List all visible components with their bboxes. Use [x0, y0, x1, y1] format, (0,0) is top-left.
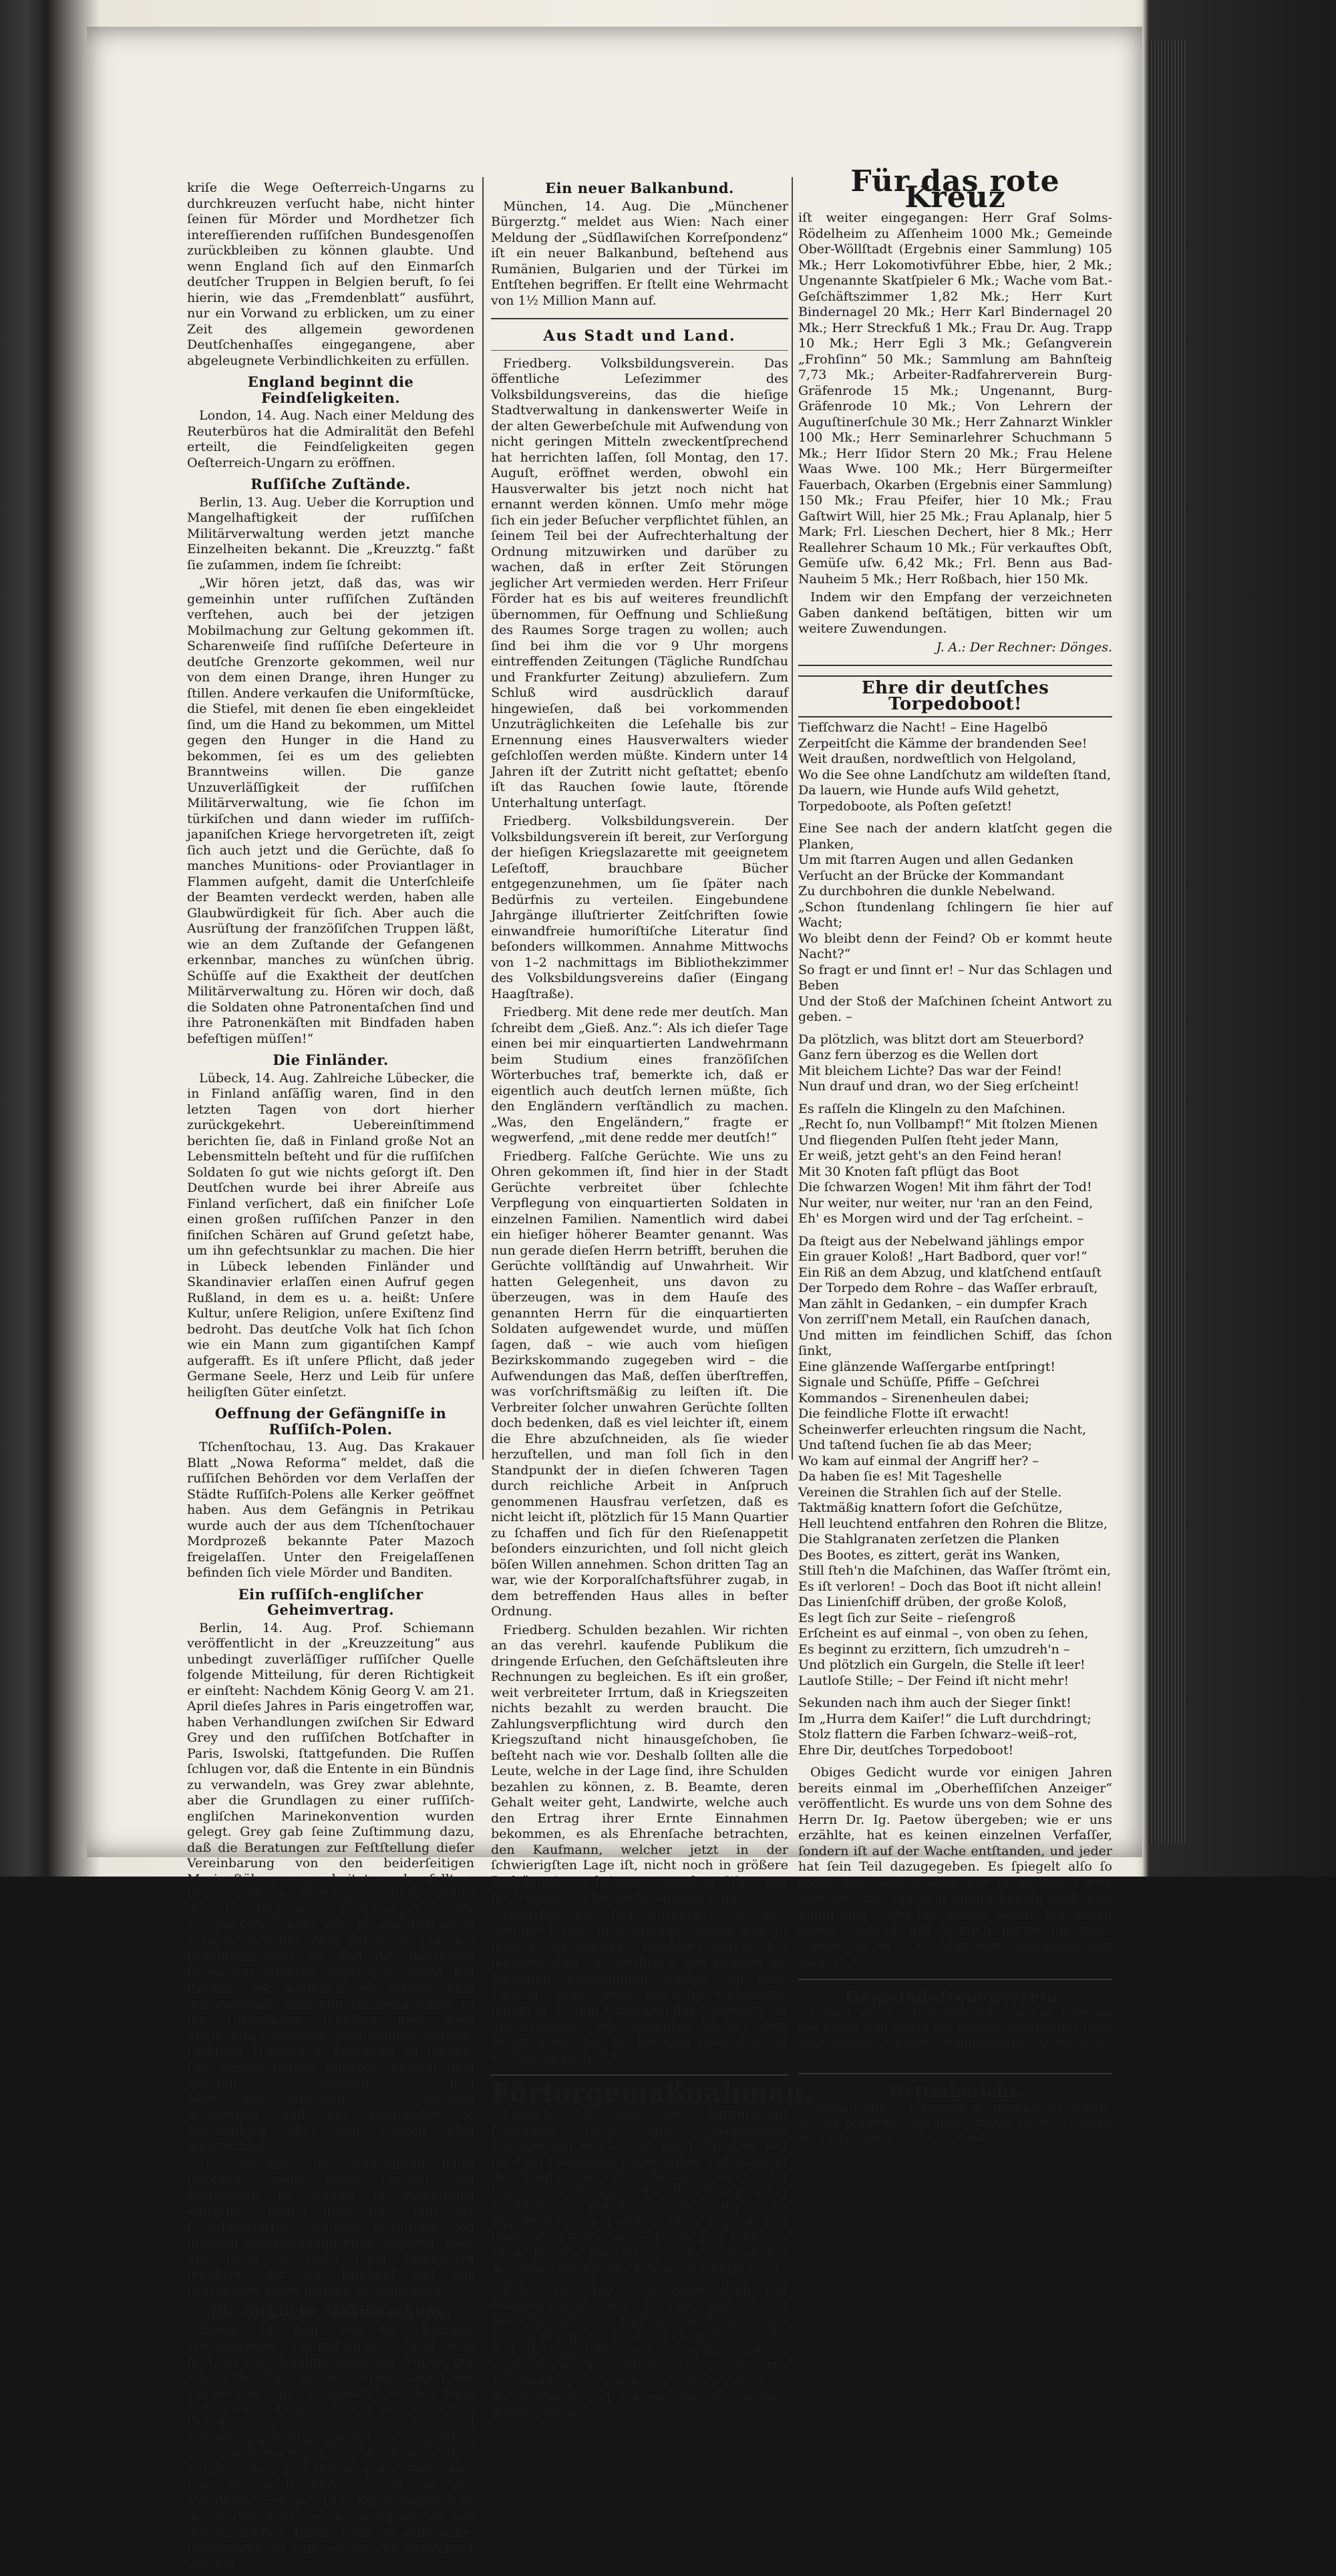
headline-finlanders: Die Finländer. [273, 1052, 389, 1068]
column-rule-right [792, 177, 793, 1460]
divider [491, 2074, 788, 2076]
column-left [187, 180, 474, 2576]
divider [491, 318, 788, 319]
article-turkish: Berlin, 14. Aug. Wie der „Berliner Lokalanzeiger“ von gut unterrichteter Seite hört, iſt die Mobilmachung der Türkei mit einem Reſultat, das alle Erwartungen der Türkei übertraf, durchgeführt worden. Dem Rufe zu den Fahnen ſind in den einzelnen Diſtrikten zwei- bis dreimal ſoviel Geſtellungspflichtige gefolgt, als vorgeſehen war, ſodaß die Ergänzung der Kadres ohne Schwierigkeit von ſtatten gehe. Beſonders trat das ernſt hervor, auch bei der Kavallerie zutage. Die Kriegsbereitſchaft der Türkei wird von der europäiſchen wie der aſiatiſchen Türkei kann als eine ganz, ſtellenweiſe als eine vorzügliche bezeichnet werden. [187, 2321, 474, 2572]
donations-list: iſt weiter eingegangen: Herr Graf Solms-Rödelheim zu Aſſenheim 1000 Mk.; Gemeinde Ober-Wöllſtadt (Ergebnis einer Sammlung) 105 Mk.; Herr Lokomotivführer Ebbe, hier, 2 Mk.; Ungenannte Skatſpieler 6 Mk.; Wache vom Bat.-Geſchäftszimmer 1,82 Mk.; Herr Kurt Bindernagel 20 Mk.; Herr Karl Bindernagel 20 Mk.; Herr Streckfuß 1 Mk.; Frau Dr. Aug. Trapp 10 Mk.; Herr Egli 3 Mk.; Geſangverein „Frohſinn“ 50 Mk.; Sammlung am Bahnſteig 7,73 Mk.; Arbeiter-Radfahrerverein Burg-Gräfenrode 15 Mk.; Ungenannt, Burg-Gräfenrode 10 Mk.; Von Lehrern der Auguſtinerſchule 30 Mk.; Herr Zahnarzt Winkler 100 Mk.; Herr Seminarlehrer Schuchmann 5 Mk.; Herr Iſidor Stern 20 Mk.; Frau Helene Waas Wwe. 100 Mk.; Herr Bürgermeiſter Fauerbach, Okarben (Ergebnis einer Sammlung) 150 Mk.; Frau Pfeifer, hier 10 Mk.; Frau Gaſtwirt Will, hier 25 Mk.; Frau Aplanalp, hier 5 Mark; Frl. Lieschen Dechert, hier 8 Mk.; Herr Reallehrer Schaum 10 Mk.; Für verkauftes Obſt, Gemüſe uſw. 6,42 Mk.; Frl. Benn aus Bad-Nauheim 5 Mk.; Herr Roßbach, hier 150 Mk. [798, 210, 1112, 587]
divider [491, 350, 788, 351]
headline-turkish-mobilization: Die türkiſche Mobilmachung. [210, 2303, 452, 2319]
poem-stanza: Da ſteigt aus der Nebelwand jählings empor Ein grauer Koloß! „Hart Badbord, quer vor!“ Ein Riß an dem Abzug, und klatſchend entſauſt Der Torpedo dem Rohre – das Waſſer erbrauſt, Man zählt in Gedanken, – ein dumpfer Krach Von zerriſſ'nem Metall, ein Rauſchen danach, Und mitten im feindlichen Schiff, das ſchon ſinkt, Eine glänzende Waſſergarbe entſpringt! Signale und Schüſſe, Pfiffe – Geſchrei Kommandos – Sirenenheulen dabei; Die feindliche Flotte iſt erwacht! Scheinwerfer erleuchten ringsum die Nacht, Und taſtend ſuchen ſie ab das Meer; Wo kam auf einmal der Angriff her? – Da haben ſie es! Mit Tageshelle Vereinen die Strahlen ſich auf der Stelle. Taktmäßig knattern ſofort die Geſchütze, Hell leuchtend entfahren den Rohren die Blitze, Die Stahlgranaten zerſetzen die Planken Des Bootes, es zittert, gerät ins Wanken, Still ſteh'n die Maſchinen, das Waſſer ſtrömt ein, Es iſt verloren! – Doch das Boot iſt nicht allein! Das Linienſchiff drüben, der große Koloß, Es legt ſich zur Seite – rieſengroß Erſcheint es auf einmal –, von oben zu ſehen, Es beginnt zu erzittern, ſich umzudreh'n – Und plötzlich ein Gurgeln, die Stelle iſt leer! Lautloſe Stille; – Der Feind iſt nicht mehr! [798, 1233, 1112, 1688]
donations-thanks: Indem wir den Empfang der verzeichneten Gaben dankend beſtätigen, bitten wir um weitere Zuwendungen. [798, 590, 1112, 636]
headline-prisons: Oeffnung der Gefängniſſe in Ruſſiſch-Polen. [214, 1405, 447, 1438]
poem-stanza: Sekunden nach ihm auch der Sieger ſinkt! Im „Hurra dem Kaiſer!“ die Luft durchdringt; Stolz flattern die Farben ſchwarz–weiß–rot, Ehre Dir, deutſches Torpedoboot! [798, 1696, 1092, 1758]
article-library-1: Friedberg. Volksbildungsverein. Das öffentliche Leſezimmer des Volksbildungsvereins, das die hieſige Stadtverwaltung in dankenswerter Weiſe in der alten Gewerbeſchule mit Aufwendung von nicht geringen Mitteln zweckentſprechend hat herrichten laſſen, ſoll Montag, den 17. Auguſt, eröffnet werden, obwohl ein Hausverwalter bis jetzt noch nicht hat ernannt werden können. Umſo mehr möge ſich ein jeder Beſucher verpflichtet fühlen, an ſeinem Teil bei der Aufrechterhaltung der Ordnung mitzuwirken und darüber zu wachen, daß in erſter Zeit Störungen jeglicher Art vermieden werden. Herr Friſeur Förder hat es bis auf weiteres freundlichſt übernommen, für Oeffnung und Schließung des Raumes Sorge tragen zu wollen; auch ſind bei ihm die vor 9 Uhr morgens eintreffenden Zeitungen (Tägliche Rundſchau und Frankfurter Zeitung) abzuliefern. Zum Schluß wird ausdrücklich darauf hingewieſen, daß bei vorkommenden Unzuträglichkeiten die Leſehalle bis zur Ernennung eines Hausverwalters wieder geſchloſſen werden müßte. Kindern unter 14 Jahren iſt der Zutritt nicht geſtattet; ebenſo iſt das Rauchen ſowie laute, ſtörende Unterhaltung unterſagt. [491, 355, 788, 810]
headline-city-country: Aus Stadt und Land. [543, 327, 736, 345]
article-koeln: Köln, 14. Aug. Die Angeſtellten der ſozialdemokratiſchen Vereine und freien Gewerkſchaften hielten geſtern eine Verſammlung ab, in der beſchloſſen wurde, daß alle Angeſtellten ½ bezw. ⅓ ihres Gehalts zugunſten der Kriegsfürſorge verwenden. Die Angeſtellten mit mittlerem Gehalt zahlen ¼, die mittleren und höheren Beamten dieſem Beiſpiel folgen. [491, 2281, 788, 2422]
article-rumors: Friedberg. Falſche Gerüchte. Wie uns zu Ohren gekommen iſt, ſind hier in der Stadt Gerüchte verbreitet über ſchlechte Verpflegung von einquartierten Soldaten in einzelnen Familien. Namentlich wird dabei ein hieſiger höherer Beamter genannt. Was nun gerade dieſen Herrn betrifft, beruhen die Gerüchte vollſtändig auf Unwahrheit. Wir hatten Gelegenheit, uns davon zu überzeugen, was in dem Hauſe des genannten Herrn für die einquartierten Soldaten aufgewendet wurde, und müſſen ſagen, daß – wie auch vom hieſigen Bezirkskommando zugegeben wird – die Aufwendungen das Maß, deſſen überſtreffen, was vorſchriftsmäßig zu leiſten iſt. Die Verbreiter ſolcher unwahren Gerüchte ſollten doch bedenken, daß es viel leichter iſt, einem die Ehre abzuſchneiden, als ſie wieder herzuſtellen, und man ſoll ſich in den Standpunkt der in dieſen ſchweren Tagen durch reichliche Arbeit in Anſpruch genommenen Hausfrau verſetzen, daß es nicht leicht iſt, plötzlich für 15 Mann Quartier zu ſchaffen und ſich für den Rieſenappetit beſonders einzurichten, und ſoll nicht gleich böſen Willen annehmen. Schon dritten Tag an war, wie der Korporalſchaftsführer zugab, in dem betreffenden Haus alles in beſter Ordnung. [491, 1148, 788, 1619]
poem-note: Obiges Gedicht wurde vor einigen Jahren bereits einmal im „Oberheſſiſchen Anzeiger“ veröffentlicht. Es wurde uns von dem Sohne des Herrn Dr. Ig. Paetow übergeben; wie er uns erzählte, hat es keinen einzelnen Verfaſſer, ſondern iſt auf der Wache entſtanden, und jeder hat ſein Teil dazugegeben. Es ſpiegelt alſo ſo recht den Geiſt wieder, der in unſerer Flotte herrſcht, und von dem unſere Feinde auch jetzt ſchon eine Probe bekommen haben. Wir geben dieſes Gedicht auf Wunſch gerne nochmals wieder, da es ſ. Zt. Manchem entgangen ſein mag. D. R. [798, 1765, 1112, 1968]
newspaper-page [87, 27, 1142, 2572]
headline-weather: Wetterbericht. [887, 2082, 1023, 2101]
article-intro: kriſe die Wege Oeſterreich-Ungarns zu durchkreuzen verſucht habe, nicht hinter ſeinen für Mörder und Mordhetzer ſich intereſſierenden ruſſiſchen Bundesgenoſſen zurückbleiben zu können glaubte. Und wenn England ſich auf den Einmarſch deutſcher Truppen in Belgien beruft, ſo ſei hierin, wie das „Fremdenblatt“ ausführt, nur ein Vorwand zu erblicken, um zu einer Zeit des allgemein gewordenen Deutſchenhaſſes eingegangene, aber abgeleugnete Verbindlichkeiten zu erfüllen. [187, 180, 474, 368]
poem-torpedoboat [798, 720, 1112, 1758]
article-womens-association: Unſere Vereinsarbeit geht ruhig weiter, während des Kriegs zum beſten der Ausmarſchierten und ihrer Angehörigen. Nächſte Zuſammenkunft Dienstag, 18. Auguſt. [798, 2007, 1112, 2063]
article-weather: Vorausſichtliche Witterung für Sonntag 16. Auguſt: Wolkig zeitweiſe Regenfälle, mäßig warm, zunächſt nördliche, ſpäter weſtliche Winde. [798, 2102, 1112, 2144]
poem-stanza: Eine See nach der andern klatſcht gegen die Planken, Um mit ſtarren Augen und allen Gedanken Verſucht an der Brücke der Kommandant Zu durchbohren die dunkle Nebelwand. „Schon ſtundenlang ſchlingern ſie hier auf Wacht; Wo bleibt denn der Feind? Ob er kommt heute Nacht?“ So fragt er und ſinnt er! – Nur das Schlagen und Beben Und der Stoß der Maſchinen ſcheint Antwort zu geben. – [798, 821, 1112, 1024]
article-balkan: München, 14. Aug. Die „Münchener Bürgerztg.“ meldet aus Wien: Nach einer Meldung der „Südſlawiſchen Korreſpondenz“ iſt ein neuer Balkanbund, beſtehend aus Rumänien, Bulgarien und der Türkei im Entſtehen begriffen. Er ſtellt eine Wehrmacht von 1½ Million Mann auf. [491, 198, 788, 308]
article-treaty-1: Berlin, 14. Aug. Prof. Schiemann veröffentlicht in der „Kreuzzeitung“ aus unbedingt zuverläſſiger ruſſiſcher Quelle folgende Mitteilung, für deren Richtigkeit er einſteht: Nachdem König Georg V. am 21. April dieſes Jahres in Paris eingetroffen war, haben Verhandlungen zwiſchen Sir Edward Grey und den ruſſiſchen Botſchafter in Paris, Iswolski, ſtattgefunden. Die Ruſſen ſchlugen vor, daß die Entente in ein Bündnis zu verwandeln, was Grey zwar ablehnte, aber die Grundlagen zu einer ruſſiſch-engliſchen Marinekonvention wurden gelegt. Grey gab ſeine Zuſtimmung dazu, daß die Beratungen zur Feſtſtellung dieſer Vereinbarung von den beiderſeitigen Marineſtäben ausgearbeitet werden ſollten. Der ruſſiſche Marinegeneralſtab ſtellte darauf folgende Forderungen: Als Kompenſation dafür, daß für den Fall eines Krieges zwiſchen dem Dreibund und den Ententemächten ein Teil der deutſchen Flotte auf Rußland abgezogen werde, ſoll England vor Ausbruch des Krieges eine ausreichende Zahl von Handelsſchiffen in die Oſtſeehäfen ſchicken und dieſe engliſchen Fahrzeuge dazu benutzt werden, ruſſiſche Truppen in Pommern zu landen. Die Verhandlungen darüber wurden dem zweiten Sekretär und Marinebevollmächtigten Wolkow übertragen und der Botſchafter v. Benkendorff über den ganzen Plan unterrichtet. [187, 1620, 474, 2153]
article-german: Friedberg. Mit dene rede mer deutſch. Man ſchreibt dem „Gieß. Anz.“: Als ich dieſer Tage einen bei mir einquartierten Landwehrmann beim Studium eines franzöſiſchen Wörterbuches traf, bemerkte ich, daß er eigentlich auch deutſch lernen müßte, ſich den Engländern verſtändlich zu machen. „Was, den Engeländern,“ fragte er wegwerfend, „mit dene redde mer deutſch!“ [491, 1005, 788, 1145]
headline-torpedo: Ehre dir deutſches Torpedoboot! [798, 675, 1112, 717]
headline-secret-treaty: Ein ruſſiſch-engliſcher Geheimvertrag. [238, 1585, 424, 1618]
article-england: London, 14. Aug. Nach einer Meldung des Reuterbüros hat die Admiralität den Befehl erteilt, die Feindſeligkeiten gegen Oeſterreich-Ungarn zu eröffnen. [187, 408, 474, 470]
headline-england: England beginnt die Feindſeligkeiten. [247, 373, 414, 406]
headline-womens-association: Gemeindefrauenverein. [846, 1987, 1065, 2007]
column-right [798, 164, 1112, 2147]
headline-balkan: Ein neuer Balkanbund. [545, 180, 734, 196]
headline-red-cross: Für das rote Kreuz [850, 164, 1060, 214]
signature-treasurer: J. A.: Der Rechner: Dönges. [936, 639, 1112, 655]
divider [798, 665, 1112, 666]
article-library-2: Friedberg. Volksbildungsverein. Der Volksbildungsverein iſt bereit, zur Verſorgung der hieſigen Kriegslazarette mit geeignetem Leſeſtoff, brauchbare Bücher entgegenzunehmen, um ſie ſpäter nach Bedürfnis zu verteilen. Eingebundene Jahrgänge illuſtrierter Zeitſchriften ſowie einwandfreie humoriſtiſche Literatur ſind beſonders willkommen. Annahme Mittwochs von 1–2 nachmittags im Bibliothekzimmer des Volksbildungsvereins daſier (Eingang Haagſtraße). [491, 814, 788, 1001]
article-luebeck: Lübeck, 14. Aug. Die Bürgerſchaft bewilligte nach einer erhebenden Kundgebung einſtimmig allen Familien der ins Feld rückenden Angeſtellten und Arbeiter des Staates die vollen Bezüge während der Dauer des Krieges, die Errichtung einer ſtaatlichen Beleihungskaſſe für die Hypotheken mit 5 Million Mark Kapital, und ſtellte dem Senat einen Fonds von 1 Million Mark für die Beſtreitung außerordentlicher Ausgaben infolge des Krieges zur Verfügung. [491, 2106, 788, 2277]
poem-stanza: Tiefſchwarz die Nacht! – Eine Hagelbö Zerpeitſcht die Kämme der brandenden See! Weit draußen, nordweſtlich von Helgoland, Wo die See ohne Landſchutz am wildeſten ſtand, Da lauern, wie Hunde aufs Wild gehetzt, Torpedoboote, als Poſten geſetzt! [798, 720, 1111, 814]
article-debts: Friedberg. Schulden bezahlen. Wir richten an das verehrl. kaufende Publikum die dringende Erſuchen, den Geſchäftsleuten ihre Rechnungen zu begleichen. Es iſt ein großer, weit verbreiteter Irrtum, daß in Kriegszeiten nichts bezahlt zu werden braucht. Die Zahlungsverpflichtung wird durch den Kriegszuſtand nicht hinausgeſchoben, ſie beſteht nach wie vor. Deshalb ſollten alle die Leute, welche in der Lage ſind, ihre Schulden bezahlen zu können, z. B. Beamte, deren Gehalt weiter geht, Landwirte, welche auch den Ertrag ihrer Ernte Einnahmen bekommen, es als Ehrenſache betrachten, den Kaufmann, welcher jetzt in der ſchwierigſten Lage iſt, nicht noch in größere Bedrängnis zu bringen, zumal er Ware nur noch gegen vorherige Bezahlung erhält. [491, 1622, 788, 1904]
divider [798, 2073, 1112, 2074]
column-middle [491, 180, 814, 2425]
article-prisons: Tſchenſtochau, 13. Aug. Das Krakauer Blatt „Nowa Reforma“ meldet, daß die ruſſiſchen Behörden vor dem Verlaſſen der Städte Ruſſiſch-Polens alle Kerker geöffnet haben. Aus dem Gefängnis in Petrikau wurde auch der aus dem Tſchenſtochauer Mordprozeß bekannte Pater Mazoch freigelaſſen. Unter den Freigelaſſenen befinden ſich viele Mörder und Banditen. [187, 1440, 474, 1580]
article-rosbach: Ober-Rosbach. Der Rosbacher Brunnen, welcher bisher in engliſchem Beſitz war, iſt ſeitens des früheren Direktors bereits ſeit längerer Zeit vor Ausbruch des Krieges als Pachtung übernommen worden. Der neue Pächter zeigt ſeine deutſche Geſinnung, indem er 10 000 Füllungen des beſonders für die Kriegszeit ſehr beliebten Waſſers dem Roten Kreuz für die hieſigen Lazarette zur Verfügung geſtellt hat. [491, 1907, 788, 2064]
headline-welfare: Fürſorgemaßnahmen. [491, 2077, 814, 2108]
article-treaty-2: Der Abſchluß der Konvention ſollte erfolgen, wenn Prinz Ludwig von Battenberg im Auguſt in Petersburg eintreffe. „Leider habe ich,“ ſagt der Berichterſtatter, „weitere Auskünfte von meinem Gewährsmann nicht erhalten, aber der Prinz iſt nicht nach Petersburg gefahren, der von Rußland und uns provozierte Krieg machte es unmöglich.“ [187, 2156, 474, 2297]
column-rule-left [482, 177, 484, 1460]
article-russian-2: „Wir hören jetzt, daß das, was wir gemeinhin unter ruſſiſchen Zuſtänden verſtehen, auch bei der jetzigen Mobilmachung zur Geltung gekommen iſt. Scharenweiſe ſind ruſſiſche Deſerteure in deutſche Grenzorte gekommen, weil nur von dem einen Drange, ihren Hunger zu ſtillen. Andere verkaufen die Uniformſtücke, die Stiefel, mit denen ſie eben eingekleidet ſind, um die Hand zu bekommen, um Mittel gegen den Hunger in die Hand zu bekommen, ſei es um des geliebten Branntweins willen. Die ganze Unzuverläſſigkeit der ruſſiſchen Militärverwaltung, wie ſie ſchon im türkiſchen und dann wieder im ruſſiſch-japaniſchen Kriege hervorgetreten iſt, zeigt ſich auch jetzt und die Gerüchte, daß ſo manches Munitions- oder Proviantlager in Flammen aufgeht, damit die Unterſchleife der Beamten verdeckt werden, haben alle Glaubwürdigkeit für ſich. Aber auch die Ausrüſtung der franzöſiſchen Truppen läßt, wie an dem Zuſtande der Gefangenen erkennbar, manches zu wünſchen übrig. Schüſſe auf die Exaktheit der deutſchen Militärverwaltung zu. Hören wir doch, daß die Soldaten ohne Patronentaſchen ſind und ihre Patronenkäſten mit Bindfaden haben befeſtigen müſſen!“ [187, 576, 474, 1046]
poem-stanza: Da plötzlich, was blitzt dort am Steuerbord? Ganz fern überzog es die Wellen dort Mit bleichem Lichte? Das war der Feind! Nun drauf und dran, wo der Sieg erſcheint! [798, 1031, 1084, 1094]
headline-russian-conditions: Ruſſiſche Zuſtände. [251, 476, 411, 492]
article-finlanders: Lübeck, 14. Aug. Zahlreiche Lübecker, die in Finland anſäſſig waren, ſind in den letzten Tagen von dort hierher zurückgekehrt. Uebereinſtimmend berichten ſie, daß in Finland große Not an Lebensmitteln beſteht und für die ruſſiſchen Soldaten ſo gut wie nichts geſorgt iſt. Den Deutſchen wurde bei ihrer Abreiſe aus Finland verſichert, daß ein finiſcher Loſe einen großen ruſſiſchen Panzer in den finiſchen Schären auf Grund geſetzt habe, um ihn gefechtsunklar zu machen. Die hier in Lübeck lebenden Finländer und Skandinavier erlaſſen einen Aufruf gegen Rußland, in dem es u. a. heißt: Unſere Kultur, unſere Religion, unſere Exiſtenz ſind bedroht. Das deutſche Volk hat ſich ſchon wie ein Mann zum gigantiſchen Kampf aufgerafft. Es iſt unſere Pflicht, daß jeder Germane Seele, Herz und Leib für unſere heiligſten Güter einſetzt. [187, 1070, 474, 1400]
poem-stanza: Es raſſeln die Klingeln zu den Maſchinen. „Recht ſo, nun Vollbampf!“ Mit ſtolzen Mienen Und fliegenden Pulſen ſteht jeder Mann, Er weiß, jetzt geht's an den Feind heran! Mit 30 Knoten faſt pflügt das Boot Die ſchwarzen Wogen! Mit ihm fährt der Tod! Nur weiter, nur weiter, nur 'ran an den Feind, Eh' es Morgen wird und der Tag erſcheint. – [798, 1101, 1098, 1226]
article-russian-1: Berlin, 13. Aug. Ueber die Korruption und Mangelhaftigkeit der ruſſiſchen Militärverwaltung werden jetzt manche Einzelheiten bekannt. Die „Kreuzztg.“ faßt ſie zuſammen, indem ſie ſchreibt: [187, 494, 474, 573]
divider [798, 1979, 1112, 1980]
